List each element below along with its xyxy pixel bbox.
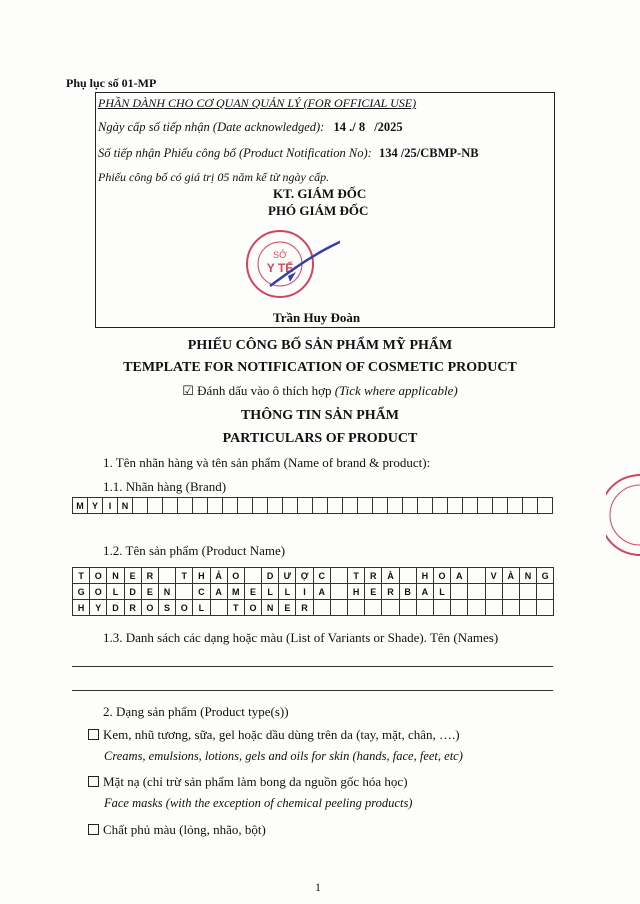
brand-cell (313, 498, 328, 514)
brand-cell (418, 498, 433, 514)
brand-cell (463, 498, 478, 514)
product-name-cell: R (382, 584, 399, 600)
type-mask: Mặt nạ (chỉ trừ sản phẩm làm bong da nguồn gốc hóa học) (88, 774, 408, 790)
product-name-cell: T (228, 600, 245, 616)
brand-cell (193, 498, 208, 514)
sign-line-1: KT. GIÁM ĐỐC (273, 186, 367, 201)
validity-note: Phiếu công bố có giá trị 05 năm kể từ ngày cấp. (98, 170, 330, 184)
product-name-cell: O (142, 600, 159, 616)
product-name-cell: O (228, 568, 245, 584)
product-name-row (73, 568, 554, 584)
product-name-cell: E (142, 584, 159, 600)
product-name-cell (331, 600, 348, 616)
product-name-cell: E (125, 568, 142, 584)
brand-cell (448, 498, 463, 514)
brand-cell (403, 498, 418, 514)
product-name-cell: À (503, 568, 520, 584)
product-name-cell (468, 568, 485, 584)
product-name-cell (400, 568, 417, 584)
official-stamp (230, 224, 340, 304)
product-name-cell (331, 568, 348, 584)
svg-text:Y TẾ: Y TẾ (266, 261, 294, 275)
product-name-cell: I (296, 584, 313, 600)
product-name-cell: G (73, 584, 90, 600)
brand-cell (343, 498, 358, 514)
product-name-cell: A (417, 584, 434, 600)
brand-cell: N (118, 498, 133, 514)
product-name-row (73, 584, 554, 600)
product-name-cell: R (142, 568, 159, 584)
product-name-cell (486, 600, 503, 616)
brand-cell (508, 498, 523, 514)
signer-name: Trần Huy Đoàn (273, 310, 361, 325)
brand-cell (223, 498, 238, 514)
product-name-cell (486, 584, 503, 600)
page-number: 1 (315, 880, 321, 894)
product-name-cell: E (279, 600, 296, 616)
product-name-cell: L (279, 584, 296, 600)
product-name-cell: H (73, 600, 90, 616)
product-name-cell: D (262, 568, 279, 584)
product-name-cell (159, 568, 176, 584)
product-name-cell: D (107, 600, 124, 616)
product-name-cell (451, 584, 468, 600)
sign-line-2: PHÓ GIÁM ĐỐC (268, 203, 369, 218)
brand-cell: I (103, 498, 118, 514)
brand-cell (178, 498, 193, 514)
notification-number: Số tiếp nhận Phiếu công bố (Product Notification No): 134 /25/CBMP-NB (98, 146, 479, 160)
brand-cell (238, 498, 253, 514)
product-name-cell: À (382, 568, 399, 584)
brand-cell (328, 498, 343, 514)
product-name-cell: A (211, 584, 228, 600)
product-name-cell: N (159, 584, 176, 600)
product-name-cell (451, 600, 468, 616)
brand-cell (163, 498, 178, 514)
type-cream: Kem, nhũ tương, sữa, gel hoặc dầu dùng trên da (tay, mặt, chân, ….) (88, 727, 460, 743)
product-name-cell: O (90, 584, 107, 600)
section-title-en: PARTICULARS OF PRODUCT (222, 431, 418, 446)
product-name-cell (176, 584, 193, 600)
brand-cell: Y (88, 498, 103, 514)
product-name-cell: O (434, 568, 451, 584)
product-name-cell (382, 600, 399, 616)
product-name-grid (72, 567, 554, 616)
section-title-vi: THÔNG TIN SẢN PHẨM (240, 408, 400, 423)
form-title-en: TEMPLATE FOR NOTIFICATION OF COSMETIC PRODUCT (123, 360, 517, 375)
product-name-cell: T (176, 568, 193, 584)
product-name-cell: H (348, 584, 365, 600)
product-name-cell: A (451, 568, 468, 584)
product-name-cell: T (73, 568, 90, 584)
product-name-cell: Y (90, 600, 107, 616)
product-name-cell: H (193, 568, 210, 584)
brand-cell (433, 498, 448, 514)
brand-cell (388, 498, 403, 514)
product-name-cell: Ợ (296, 568, 313, 584)
product-name-cell: N (520, 568, 537, 584)
product-name-cell: G (537, 568, 554, 584)
product-name-cell (400, 600, 417, 616)
appendix-label: Phụ lục số 01-MP (66, 76, 157, 90)
product-name-cell (314, 600, 331, 616)
product-name-cell: L (193, 600, 210, 616)
product-name-cell (211, 600, 228, 616)
product-name-cell: M (228, 584, 245, 600)
brand-cell (493, 498, 508, 514)
product-name-cell (503, 584, 520, 600)
product-name-cell (331, 584, 348, 600)
question-1-1: 1.1. Nhãn hàng (Brand) (103, 479, 227, 494)
brand-cell (478, 498, 493, 514)
product-name-cell: T (348, 568, 365, 584)
brand-cell (373, 498, 388, 514)
product-name-cell: O (176, 600, 193, 616)
product-name-cell: L (262, 584, 279, 600)
product-name-row (73, 600, 554, 616)
brand-cell (268, 498, 283, 514)
variants-line-2 (72, 690, 553, 691)
product-name-cell: N (262, 600, 279, 616)
product-name-cell: Ả (211, 568, 228, 584)
product-name-cell (537, 584, 554, 600)
variants-line-1 (72, 666, 553, 667)
checkbox-color[interactable] (88, 824, 99, 835)
product-name-cell (245, 568, 262, 584)
brand-cell (538, 498, 553, 514)
brand-cell (523, 498, 538, 514)
product-name-cell: Ư (279, 568, 296, 584)
product-name-cell: L (107, 584, 124, 600)
brand-cell (208, 498, 223, 514)
product-name-cell: H (417, 568, 434, 584)
product-name-cell: O (245, 600, 262, 616)
brand-cell (358, 498, 373, 514)
question-2: 2. Dạng sản phẩm (Product type(s)) (103, 704, 289, 719)
tick-instruction: ☑ Đánh dấu vào ô thích hợp (Tick where applicable) (182, 383, 458, 398)
brand-cell (148, 498, 163, 514)
product-name-cell (348, 600, 365, 616)
svg-text:SỞ: SỞ (273, 250, 287, 260)
product-name-cell: R (125, 600, 142, 616)
brand-cell (133, 498, 148, 514)
product-name-cell: N (107, 568, 124, 584)
brand-grid (72, 497, 553, 514)
product-name-cell: E (365, 584, 382, 600)
brand-cell (298, 498, 313, 514)
type-cream-en: Creams, emulsions, lotions, gels and oils for skin (hands, face, feet, etc) (104, 749, 463, 763)
official-title: PHẦN DÀNH CHO CƠ QUAN QUẢN LÝ (FOR OFFICIAL USE) (98, 96, 417, 110)
type-mask-en: Face masks (with the exception of chemical peeling products) (104, 796, 413, 810)
question-1-3: 1.3. Danh sách các dạng hoặc màu (List of Variants or Shade). Tên (Names) (103, 630, 499, 645)
type-color: Chất phủ màu (lỏng, nhão, bột) (88, 822, 266, 838)
checked-box-icon: ☑ (182, 383, 194, 398)
product-name-cell: D (125, 584, 142, 600)
product-name-cell: R (365, 568, 382, 584)
product-name-cell: R (296, 600, 313, 616)
product-name-cell: L (434, 584, 451, 600)
question-1-2: 1.2. Tên sản phẩm (Product Name) (103, 543, 286, 558)
product-name-cell (468, 600, 485, 616)
date-acknowledged: Ngày cấp số tiếp nhận (Date acknowledged): 14 ./ 8 /2025 (98, 120, 403, 134)
checkbox-mask[interactable] (88, 776, 99, 787)
brand-cell (253, 498, 268, 514)
product-name-cell: S (159, 600, 176, 616)
product-name-cell: C (193, 584, 210, 600)
product-name-cell: E (245, 584, 262, 600)
product-name-cell: V (486, 568, 503, 584)
product-name-cell (365, 600, 382, 616)
brand-cell (283, 498, 298, 514)
product-name-cell: O (90, 568, 107, 584)
question-1: 1. Tên nhãn hàng và tên sản phẩm (Name of brand & product): (103, 455, 431, 470)
product-name-cell (417, 600, 434, 616)
product-name-cell: A (314, 584, 331, 600)
product-name-cell (468, 584, 485, 600)
form-title-vi: PHIẾU CÔNG BỐ SẢN PHẨM MỸ PHẨM (187, 338, 453, 353)
product-name-cell: B (400, 584, 417, 600)
product-name-cell (537, 600, 554, 616)
product-name-cell (434, 600, 451, 616)
product-name-cell (520, 584, 537, 600)
product-name-cell: C (314, 568, 331, 584)
product-name-cell (503, 600, 520, 616)
product-name-cell (520, 600, 537, 616)
checkbox-cream[interactable] (88, 729, 99, 740)
brand-cell: M (73, 498, 88, 514)
edge-stamp-fragment (606, 470, 640, 560)
